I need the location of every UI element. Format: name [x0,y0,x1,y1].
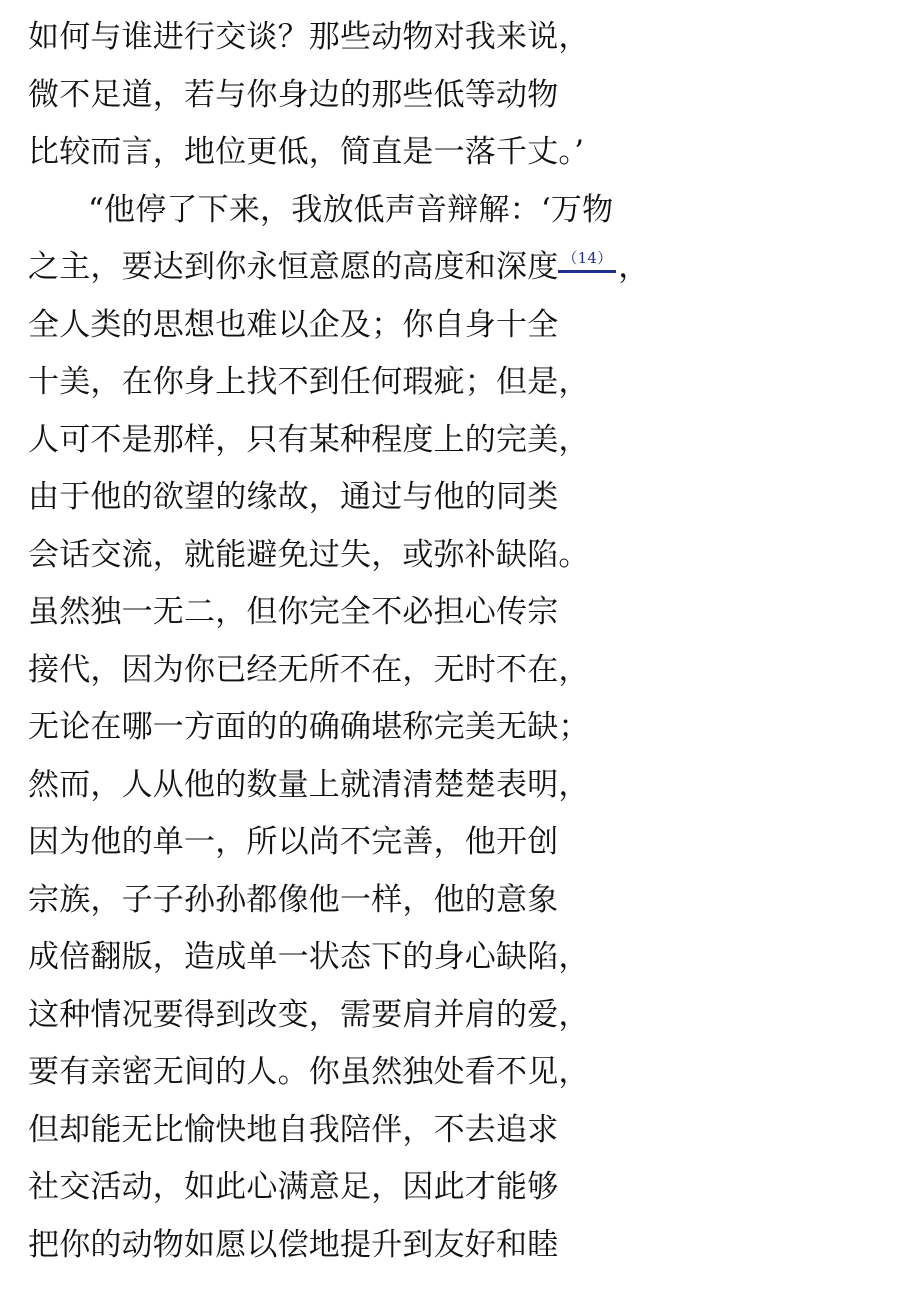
text-line: 要有亲密无间的人。你虽然独处看不见， [28,1054,590,1090]
text-line: 接代，因为你已经无所不在，无时不在， [28,651,590,688]
text-line: 因为他的单一，所以尚不完善，他开创 [28,824,559,860]
text-line: 全人类的思想也难以企及；你自身十全 [28,306,559,343]
text-line: 这种情况要得到改变，需要肩并肩的爱， [28,996,590,1033]
footnote-reference-link[interactable]: （14） [558,251,616,266]
text-line: 由于他的欲望的缘故，通过与他的同类 [28,479,559,515]
text-line: 成倍翻版，造成单一状态下的身心缺陷， [28,939,590,975]
text-segment: ， [618,249,650,285]
text-line: 把你的动物如愿以偿地提升到友好和睦 [28,1226,559,1263]
text-line: 虽然独一无二，但你完全不必担心传宗 [28,594,559,630]
text-line: 会话交流，就能避免过失，或弥补缺陷。 [28,536,590,573]
text-line-with-footnote [28,239,878,297]
text-line: 十美，在你身上找不到任何瑕疵；但是， [28,364,590,400]
text-line: 无论在哪一方面的的确确堪称完美无缺； [28,709,590,745]
text-line: 但却能无比愉快地自我陪伴，不去追求 [28,1111,559,1148]
text-line: 然而，人从他的数量上就清清楚楚表明， [28,766,590,803]
text-line: 如何与谁进行交谈？那些动物对我来说， [28,19,590,55]
text-segment: 之主，要达到你永恒意愿的高度和深度 [28,249,559,285]
text-line: 宗族，子子孙孙都像他一样，他的意象 [28,881,559,918]
text-line: 微不足道，若与你身边的那些低等动物 [28,76,559,113]
text-line-paragraph-start: “他停了下来，我放低声音辩解：‘万物 [88,191,614,228]
text-line: 比较而言，地位更低，简直是一落千丈。’ [28,134,585,170]
text-line: 人可不是那样，只有某种程度上的完美， [28,421,590,458]
body-text [28,9,878,1274]
text-line: 社交活动，如此心满意足，因此才能够 [28,1169,559,1205]
